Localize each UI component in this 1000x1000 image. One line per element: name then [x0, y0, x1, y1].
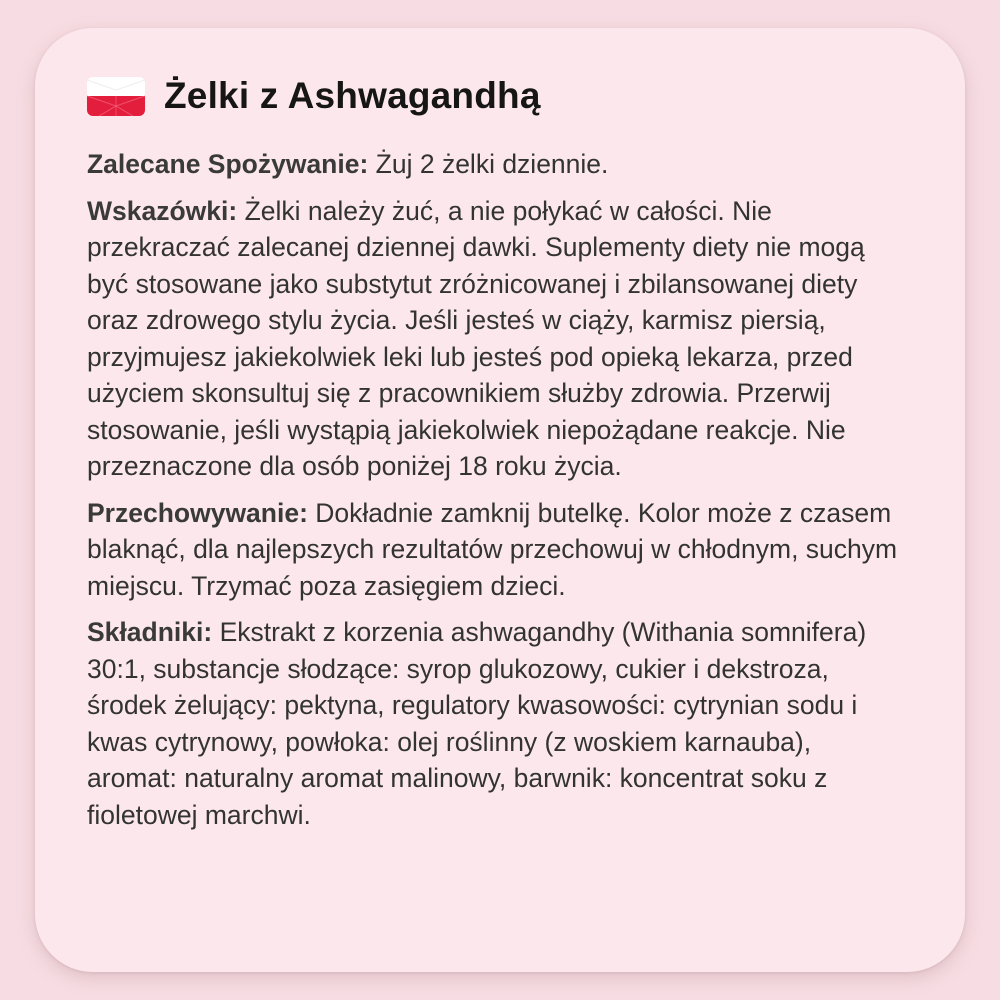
- card-header: [87, 68, 905, 124]
- info-card: [35, 28, 965, 972]
- section-label: Składniki:: [87, 617, 213, 647]
- page-title: Żelki z Ashwagandhą: [164, 75, 541, 116]
- section-label: Wskazówki:: [87, 195, 238, 226]
- poland-flag-icon: [87, 77, 145, 116]
- section-text: Żelki należy żuć, a nie połykać w całości. Nie przekraczać zalecanej dziennej dawki. Suplementy diety nie mogą być stosowane jako substytut zróżnicowanej i zbilansowanej diety oraz zdrowego stylu życia. Jeśli jesteś w ciąży, karmisz piersią, przyjmujesz jakiekolwiek leki lub jesteś pod opieką lekarza, przed użyciem skonsultuj się z pracownikiem służby zdrowia. Przerwij stosowanie, jeśli wystąpią jakiekolwiek niepożądane reakcje. Nie przeznaczone dla osób poniżej 18 roku życia.: [87, 195, 865, 481]
- section-directions: [87, 193, 905, 485]
- section-text: Żuj 2 żelki dziennie.: [375, 149, 609, 179]
- section-text: Dokładnie zamknij butelkę. Kolor może z czasem blaknąć, dla najlepszych rezultatów przechowuj w chłodnym, suchym miejscu. Trzymać poza zasięgiem dzieci.: [87, 497, 898, 601]
- section-recommended-use: [87, 146, 905, 183]
- section-text: Ekstrakt z korzenia ashwagandhy (Withania somnifera) 30:1, substancje słodzące: syrop glukozowy, cukier i dekstroza, środek żelujący: pektyna, regulatory kwasowości: cytrynian sodu i kwas cytrynowy, powłoka: olej roślinny (z woskiem karnauba), aromat: naturalny aromat malinowy, barwnik: koncentrat soku z fioletowej marchwi.: [87, 617, 867, 830]
- section-storage: [87, 495, 905, 605]
- section-label: Przechowywanie:: [87, 497, 308, 528]
- section-ingredients: [87, 614, 905, 833]
- section-label: Zalecane Spożywanie:: [87, 149, 369, 179]
